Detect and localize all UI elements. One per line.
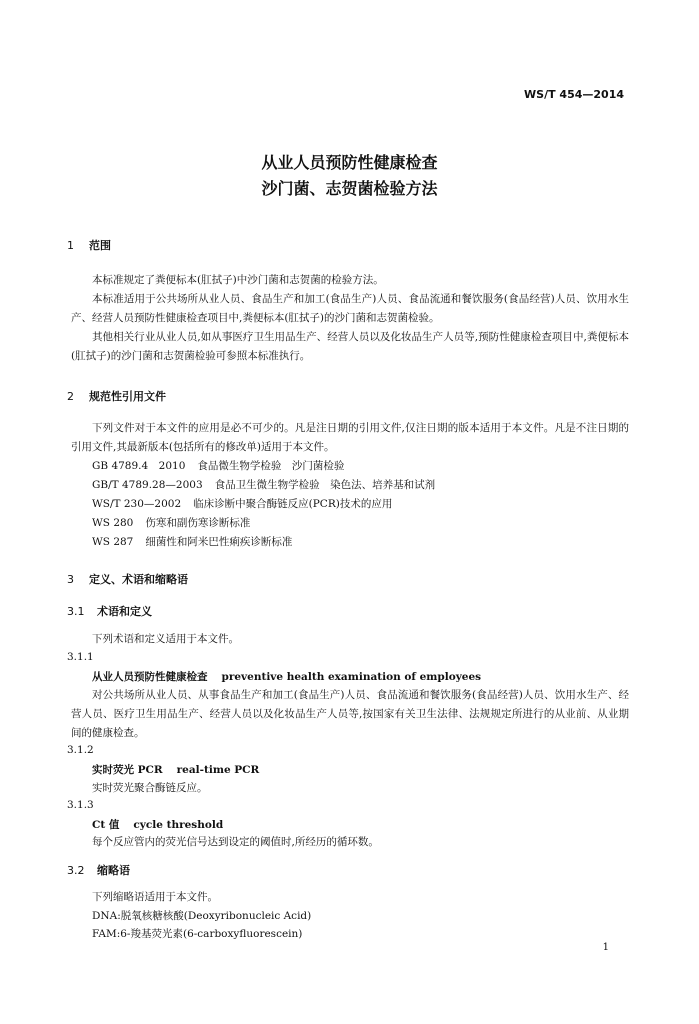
subsection-3-2-heading (67, 862, 130, 878)
term-entry (92, 762, 259, 777)
document-title-line-1: 从业人员预防性健康检查 (261, 153, 438, 172)
subsection-3-2-intro: 下列缩略语适用于本文件。 (92, 891, 218, 903)
term-definition (71, 686, 629, 743)
term-en: preventive health examination of employees (221, 671, 482, 683)
subsection-title: 缩略语 (97, 864, 130, 877)
term-entry (92, 669, 481, 684)
reference-item: WS 287 细菌性和阿米巴性痢疾诊断标准 (92, 536, 293, 548)
section-2-intro (71, 419, 629, 457)
reference-item: GB/T 4789.28—2003 食品卫生微生物学检验 染色法、培养基和试剂 (92, 479, 436, 491)
paragraph: 其他相关行业从业人员,如从事医疗卫生用品生产、经营人员以及化妆品生产人员等,预防性健康检查项目中,粪便标本(肛拭子)的沙门菌和志贺菌检验可参照本标准执行。 (71, 331, 629, 362)
paragraph: 对公共场所从业人员、从事食品生产和加工(食品生产)人员、食品流通和餐饮服务(食品经营)人员、饮用水生产、经营人员、医疗卫生用品生产、经营人员以及化妆品生产人员等,按国家有关卫生法律、法规规定所进行的从业前、从业期间的健康检查。 (71, 689, 629, 739)
paragraph: 下列文件对于本文件的应用是必不可少的。凡是注日期的引用文件,仅注日期的版本适用于本文件。凡是不注日期的引用文件,其最新版本(包括所有的修改单)适用于本文件。 (71, 422, 629, 453)
section-number: 3 (67, 573, 74, 586)
term-entry (92, 817, 223, 832)
section-number: 1 (67, 239, 74, 252)
reference-item: GB 4789.4 2010 食品微生物学检验 沙门菌检验 (92, 460, 345, 472)
reference-item: WS/T 230—2002 临床诊断中聚合酶链反应(PCR)技术的应用 (92, 498, 393, 510)
normative-references-list (92, 458, 622, 558)
section-title: 定义、术语和缩略语 (89, 573, 188, 586)
subsection-title: 术语和定义 (97, 605, 152, 618)
term-en: cycle threshold (133, 819, 224, 831)
section-3-heading (67, 571, 188, 587)
term-definition: 每个反应管内的荧光信号达到设定的阈值时,所经历的循环数。 (92, 836, 379, 848)
subsection-3-1-heading (67, 603, 152, 619)
term-cn: 实时荧光 PCR (92, 764, 163, 776)
section-title: 规范性引用文件 (89, 390, 166, 403)
term-definition: 实时荧光聚合酶链反应。 (92, 782, 208, 794)
abbreviation-item: FAM:6-羧基荧光素(6-carboxyfluorescein) (92, 928, 303, 940)
section-number: 2 (67, 390, 74, 403)
abbreviation-item: DNA:脱氧核糖核酸(Deoxyribonucleic Acid) (92, 910, 312, 922)
page-number: 1 (602, 942, 609, 953)
standard-number: WS/T 454—2014 (524, 88, 624, 101)
subsection-number: 3.2 (67, 864, 85, 877)
term-cn: Ct 值 (92, 819, 120, 831)
term-number: 3.1.1 (67, 651, 94, 663)
reference-item: WS 280 伤寒和副伤寒诊断标准 (92, 517, 251, 529)
term-number: 3.1.3 (67, 799, 94, 811)
section-1-heading (67, 237, 111, 253)
subsection-3-1-intro: 下列术语和定义适用于本文件。 (92, 633, 239, 645)
term-cn: 从业人员预防性健康检查 (92, 671, 208, 683)
paragraph: 本标准规定了粪便标本(肛拭子)中沙门菌和志贺菌的检验方法。 (92, 274, 384, 286)
document-title-line-2: 沙门菌、志贺菌检验方法 (261, 179, 438, 198)
paragraph: 本标准适用于公共场所从业人员、食品生产和加工(食品生产)人员、食品流通和餐饮服务(食品经营)人员、饮用水生产、经营人员预防性健康检查项目中,粪便标本(肛拭子)的沙门菌和志贺菌检验。 (71, 293, 629, 324)
section-1-body (71, 271, 629, 366)
section-2-heading (67, 388, 166, 404)
subsection-number: 3.1 (67, 605, 85, 618)
term-number: 3.1.2 (67, 744, 94, 756)
section-title: 范围 (89, 239, 111, 252)
term-en: real-time PCR (176, 764, 260, 776)
